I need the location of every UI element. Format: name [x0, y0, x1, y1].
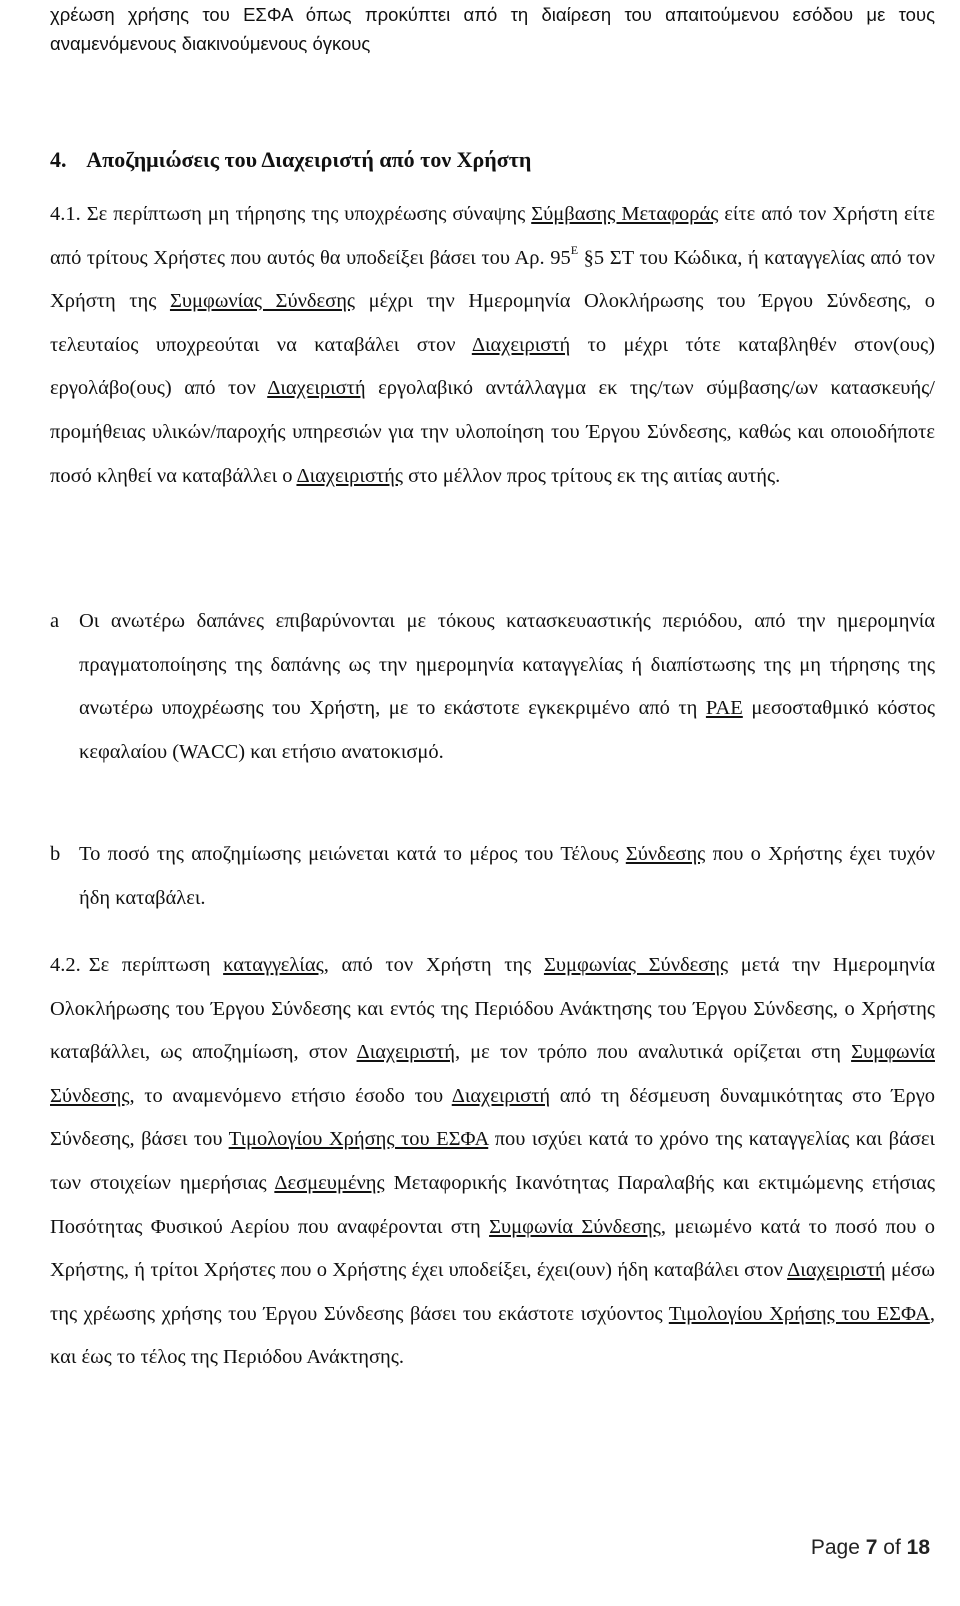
text-run: μέσω της χρέωσης χρήσης του Έργου Σύνδεσης βάσει του εκάστοτε ισχύοντος: [50, 1259, 935, 1325]
text-run: που ισχύει κατά το χρόνο της καταγγελίας και βάσει των στοιχείων ημερήσιας: [50, 1128, 936, 1194]
text-run: , το αναμενόμενο ετήσιο έσοδο του: [129, 1084, 452, 1107]
underlined-term: Διαχειριστή: [267, 377, 366, 400]
text-run: Σε περίπτωση μη τήρησης της υποχρέωσης σύναψης: [86, 203, 532, 225]
underlined-term: καταγγελίας: [223, 954, 324, 976]
underlined-term: Σύνδεσης: [625, 843, 706, 865]
text-run: το μέχρι τότε καταβληθέν στον(ους) εργολάβο(ους) από τον: [50, 333, 935, 400]
superscript: Ε: [570, 242, 579, 257]
text-run: , μειωμένο κατά το ποσό που ο Χρήστης, ή τρίτοι Χρήστες που ο Χρήστης έχει υποδείξει, έχει(ουν) ήδη καταβάλει στον: [50, 1215, 936, 1282]
of-label: of: [883, 1536, 901, 1559]
text-run: μέχρι την Ημερομηνία Ολοκλήρωσης του Έργου Σύνδεσης, ο τελευταίος υποχρεούται να καταβάλει στον: [50, 290, 936, 356]
text-run: είτε από τον Χρήστη είτε από τρίτους Χρήστες που αυτός θα υποδείξει βάσει του Αρ. 95: [50, 203, 935, 269]
total-pages: 18: [906, 1536, 930, 1559]
underlined-term: Δεσμευμένης: [274, 1171, 385, 1194]
underlined-term: Σύμβασης Μεταφοράς: [531, 203, 719, 225]
paragraph-4-2: [50, 944, 935, 1380]
list-item-text: [79, 600, 935, 774]
underlined-term: Συμφωνίας Σύνδεσης: [543, 954, 729, 976]
paragraph-number: 4.2.: [50, 954, 81, 976]
underlined-term: Συμφωνία Σύνδεσης: [489, 1215, 661, 1238]
section-heading: [50, 140, 935, 180]
list-item-b: [50, 833, 935, 920]
section-title: Αποζημιώσεις του Διαχειριστή από τον Χρήστη: [86, 147, 532, 172]
text-run: που ο Χρήστης έχει τυχόν ήδη καταβάλει.: [79, 843, 935, 909]
paragraph-number: 4.1.: [50, 203, 81, 225]
underlined-term: Διαχειριστή: [451, 1084, 551, 1107]
text-run: Μεταφορικής Ικανότητας Παραλαβής και εκτιμώμενης ετήσιας Ποσότητας Φυσικού Αερίου που αναφέρονται στη: [50, 1171, 935, 1238]
text-run: εργολαβικό αντάλλαγμα εκ της/των σύμβασης/ων κατασκευής/προμήθειας υλικών/παροχής υπηρεσιών για την υλοποίηση του Έργου Σύνδεσης, καθώς και οποιοδήποτε ποσό κληθεί να καταβάλλει ο: [50, 377, 935, 487]
underlined-term: Τιμολογίου Χρήσης του ΕΣΦΑ: [668, 1302, 930, 1325]
page-footer: [811, 1536, 930, 1560]
page-label: Page: [810, 1536, 860, 1559]
underlined-term: ΡΑΕ: [705, 697, 743, 720]
text-run: μεσοσταθμικό κόστος κεφαλαίου (WACC) και ετήσιο ανατοκισμό.: [79, 697, 936, 763]
text-run: Οι ανωτέρω δαπάνες επιβαρύνονται με τόκους κατασκευαστικής περιόδου, από την ημερομηνία πραγματοποίησης της δαπάνης ως την ημερομηνία καταγγελίας ή διαπίστωσης της μη τήρησης της ανωτέρω υποχρέωσης του Χρήστη, με το εκάστοτε εγκεκριμένο από τη: [79, 610, 935, 720]
list-marker: b: [50, 843, 61, 865]
underlined-term: Διαχειριστή: [356, 1041, 455, 1064]
underlined-term: Διαχειριστής: [296, 464, 403, 487]
underlined-term: Τιμολογίου Χρήσης του ΕΣΦΑ: [228, 1128, 489, 1151]
underlined-term: Συμφωνία Σύνδεσης: [50, 1041, 935, 1107]
list-item-a: [50, 600, 935, 774]
text-run: , και έως το τέλος της Περιόδου Ανάκτησης.: [50, 1302, 935, 1369]
text-run: , με τον τρόπο που αναλυτικά ορίζεται στη: [454, 1041, 852, 1064]
text-run: από τη δέσμευση δυναμικότητας στο Έργο Σύνδεσης, βάσει του: [50, 1084, 936, 1151]
text-run: §5 ΣΤ του Κώδικα, ή καταγγελίας από τον Χρήστη της: [50, 246, 935, 313]
text-run: στο μέλλον προς τρίτους εκ της αιτίας αυτής.: [403, 464, 781, 487]
underlined-term: Συμφωνίας Σύνδεσης: [169, 290, 356, 313]
text-run: Σε περίπτωση: [88, 954, 224, 976]
underlined-term: Διαχειριστή: [471, 333, 571, 356]
list-marker: a: [50, 610, 60, 632]
underlined-term: Διαχειριστή: [787, 1259, 886, 1282]
text-run: Το ποσό της αποζημίωσης μειώνεται κατά το μέρος του Τέλους: [79, 843, 626, 865]
continued-text: χρέωση χρήσης του ΕΣΦΑ όπως προκύπτει από τη διαίρεση του απαιτούμενου εσόδου με τους αναμενόμενους διακινούμενους όγκους: [50, 4, 935, 54]
paragraph-4-1: [50, 193, 935, 498]
current-page: 7: [865, 1536, 878, 1559]
section-number: 4.: [50, 147, 67, 172]
text-run: μετά την Ημερομηνία Ολοκλήρωσης του Έργου Σύνδεσης και εντός της Περιόδου Ανάκτησης του Έργου Σύνδεσης, ο Χρήστης καταβάλλει, ως αποζημίωση, στον: [50, 954, 935, 1064]
list-item-text: [79, 833, 935, 920]
text-run: , από τον Χρήστη της: [323, 954, 544, 976]
